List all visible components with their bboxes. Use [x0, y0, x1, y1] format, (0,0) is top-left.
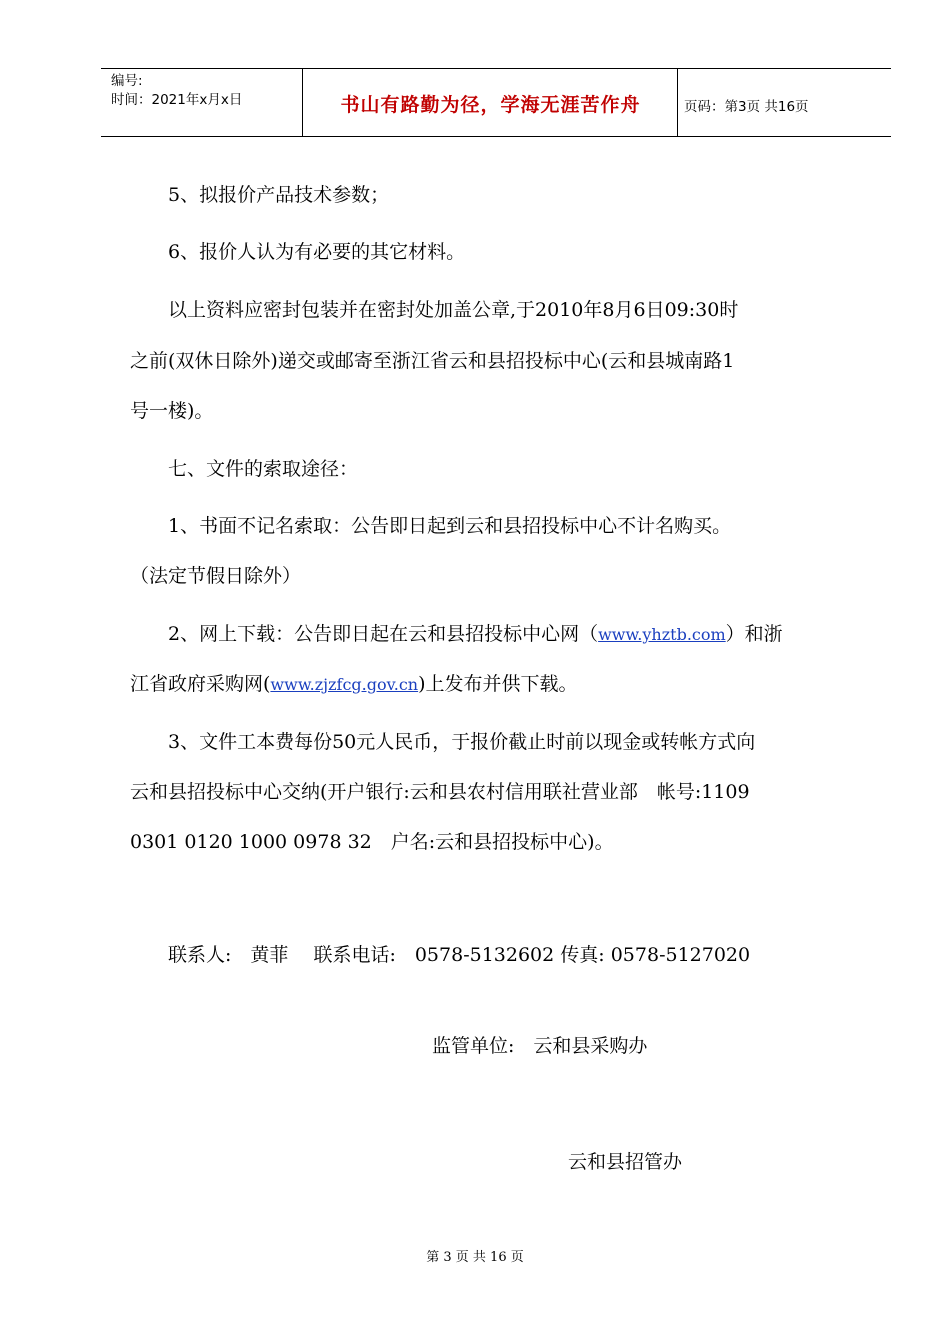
method-2-text: ）和浙 — [725, 623, 783, 645]
method-2-text: 2、网上下载：公告即日起在云和县招投标中心网（ — [168, 623, 599, 645]
section-7-heading: 七、文件的索取途径： — [168, 458, 359, 480]
submission-paragraph-line-3: 号一楼)。 — [130, 400, 214, 422]
supervisor-line: 监管单位: 云和县采购办 — [432, 1035, 648, 1057]
item-5: 5、拟报价产品技术参数； — [168, 184, 390, 206]
header-meta — [111, 72, 242, 110]
method-3-line-1: 3、文件工本费每份50元人民币，于报价截止时前以现金或转帐方式向 — [168, 731, 756, 753]
header-page-number: 页码：第3页 共16页 — [684, 99, 809, 115]
header-divider — [302, 69, 303, 136]
method-1-line-1: 1、书面不记名索取：公告即日起到云和县招投标中心不计名购买。 — [168, 515, 732, 537]
submission-paragraph-line-2: 之前(双休日除外)递交或邮寄至浙江省云和县招投标中心(云和县城南路1 — [130, 350, 735, 372]
method-3-line-2: 云和县招投标中心交纳(开户银行:云和县农村信用联社营业部 帐号:1109 — [130, 781, 750, 803]
code-label: 编号: — [111, 73, 143, 89]
item-6: 6、报价人认为有必要的其它材料。 — [168, 241, 466, 263]
method-2-line-2 — [130, 672, 578, 697]
header-motto: 书山有路勤为径，学海无涯苦作舟 — [340, 94, 641, 116]
method-2-text: )上发布并供下载。 — [418, 673, 578, 695]
issuing-office: 云和县招管办 — [568, 1151, 683, 1173]
yhztb-link[interactable]: www.yhztb.com — [598, 625, 726, 644]
header-divider — [677, 69, 678, 136]
zjzfcg-link[interactable]: www.zjzfcg.gov.cn — [270, 675, 419, 694]
method-3-line-3: 0301 0120 1000 0978 32 户名:云和县招投标中心)。 — [130, 831, 614, 853]
page-header — [101, 68, 891, 137]
method-1-line-2: （法定节假日除外） — [130, 565, 302, 587]
date-label: 时间：2021年x月x日 — [111, 92, 243, 108]
contact-line: 联系人: 黄菲 联系电话: 0578-5132602 传真: 0578-5127020 — [168, 944, 751, 966]
page-footer: 第 3 页 共 16 页 — [426, 1250, 524, 1265]
method-2-text: 江省政府采购网( — [130, 673, 271, 695]
method-2-line-1 — [168, 622, 783, 647]
submission-paragraph-line-1: 以上资料应密封包装并在密封处加盖公章,于2010年8月6日09:30时 — [168, 299, 739, 321]
